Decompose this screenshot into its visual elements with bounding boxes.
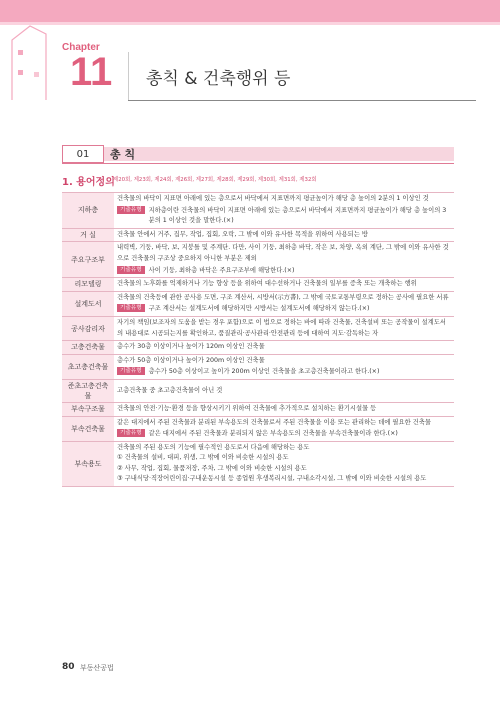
definition-text: 건축물의 주된 용도의 기능에 필수적인 용도로서 다음에 해당하는 용도 [117, 443, 310, 451]
definition-text: 층수가 30층 이상이거나 높이가 120m 이상인 건축물 [117, 343, 265, 351]
definition-text: 건축물의 바닥이 지표면 아래에 있는 층으로서 바닥에서 지표면까지 평균높이가 해당 층 높이의 2분의 1 이상인 것 [117, 195, 429, 202]
definition-cell [114, 291, 454, 316]
definitions-table [62, 192, 454, 487]
definition-row [62, 379, 454, 402]
chapter-label: Chapter [62, 42, 100, 53]
definition-text: 고층건축물 중 초고층건축물이 아닌 것 [117, 386, 223, 394]
term-cell: 리모델링 [62, 278, 114, 292]
term-cell: 공사감리자 [62, 316, 114, 340]
definition-text: 내력벽, 기둥, 바닥, 보, 지붕틀 및 주계단. 다만, 사이 기둥, 최하층 바닥, 작은 보, 차양, 옥외 계단, 그 밖에 이와 유사한 것으로 건축물의 구조상 중요하지 아니한 부분은 제외 [117, 244, 449, 262]
definition-cell [114, 416, 454, 441]
subsection-heading: 1. 용어정의 [62, 177, 115, 188]
term-cell: 거 실 [62, 228, 114, 242]
definition-cell [114, 341, 454, 355]
definition-cell [114, 354, 454, 379]
definition-cell [114, 242, 454, 278]
exam-type-badge: 기출유형 [117, 266, 145, 274]
definition-row [62, 228, 454, 242]
definition-row [62, 291, 454, 316]
definition-row [62, 402, 454, 416]
top-color-band-light [0, 22, 500, 25]
exam-type-text: 구조 계산서는 설계도서에 해당하지만 시방서는 설계도서에 해당하지 않는다.(×) [148, 305, 370, 313]
chapter-underline [128, 100, 476, 101]
definition-cell [114, 228, 454, 242]
definition-row [62, 316, 454, 340]
definition-list-item: ② 사무, 작업, 집회, 물품저장, 주차, 그 밖에 이와 비슷한 시설의 용도 [117, 464, 307, 472]
definition-text: 층수가 50층 이상이거나 높이가 200m 이상인 건축물 [117, 356, 265, 364]
exam-type-note [117, 367, 451, 378]
definition-row [62, 278, 454, 292]
section-underline [62, 163, 454, 164]
definition-row [62, 354, 454, 379]
definition-cell [114, 441, 454, 486]
definition-row [62, 242, 454, 278]
exam-type-text: 지하층이란 건축물의 바닥이 지표면 아래에 있는 층으로서 바닥에서 지표면까지 평균높이가 해당 층 높이의 3분의 1 이상인 것을 말한다.(×) [148, 206, 447, 225]
exam-type-note [117, 206, 451, 227]
definition-text: 같은 대지에서 주된 건축물과 분리된 부속용도의 건축물로서 주된 건축물을 이용 또는 관리하는 데에 필요한 건축물 [117, 418, 431, 426]
term-cell: 주요구조부 [62, 242, 114, 278]
definition-cell [114, 193, 454, 229]
definition-text: 자기의 책임(보조자의 도움을 받는 경우 포함)으로 이 법으로 정하는 바에 따라 건축물, 건축설비 또는 공작물이 설계도서의 내용대로 시공되는지를 확인하고, 품질관리·공사관리·안전관리 등에 대하여 지도·감독하는 자 [117, 318, 446, 337]
definition-text: 건축물 안에서 거주, 집무, 작업, 집회, 오락, 그 밖에 이와 유사한 목적을 위하여 사용되는 방 [117, 230, 368, 238]
definition-row [62, 341, 454, 355]
exam-type-note [117, 429, 451, 440]
term-cell: 부속건축물 [62, 416, 114, 441]
term-cell: 설계도서 [62, 291, 114, 316]
definition-row [62, 193, 454, 229]
section-title: 총 칙 [110, 148, 136, 161]
exam-rounds: 제20회, 제23회, 제24회, 제26회, 제27회, 제28회, 제29회, 제30회, 제31회, 제32회 [113, 177, 317, 183]
exam-type-text: 층수가 50층 이상이고 높이가 200m 이상인 건축물을 초고층건축물이라고 한다.(×) [148, 368, 380, 376]
section-number: 01 [62, 145, 104, 163]
term-cell: 준초고층건축물 [62, 379, 114, 402]
term-cell: 고층건축물 [62, 341, 114, 355]
exam-type-text: 같은 대지에서 주된 건축물과 분리되지 않은 부속용도의 건축물을 부속건축물이라 한다.(×) [148, 430, 398, 438]
house-outline-graphic [8, 12, 48, 102]
definition-cell [114, 316, 454, 340]
term-cell: 초고층건축물 [62, 354, 114, 379]
definition-row [62, 416, 454, 441]
top-color-band [0, 0, 500, 22]
exam-type-badge: 기출유형 [117, 429, 145, 437]
term-cell: 부속용도 [62, 441, 114, 486]
exam-type-badge: 기출유형 [117, 367, 145, 375]
exam-type-text: 사이 기둥, 최하층 바닥은 주요구조부에 해당한다.(×) [148, 266, 295, 274]
exam-type-note [117, 266, 451, 277]
exam-type-badge: 기출유형 [117, 304, 145, 312]
definition-cell [114, 379, 454, 402]
term-cell: 지하층 [62, 193, 114, 229]
chapter-divider [128, 52, 129, 100]
term-cell: 부속구조물 [62, 402, 114, 416]
definition-cell [114, 402, 454, 416]
definition-text: 건축물의 노후화를 억제하거나 기능 향상 등을 위하여 대수선하거나 건축물의 일부를 증축 또는 개축하는 행위 [117, 280, 417, 288]
definition-list-item: ① 건축물의 설비, 대피, 위생, 그 밖에 이와 비슷한 시설의 용도 [117, 454, 289, 462]
definition-cell [114, 278, 454, 292]
exam-type-badge: 기출유형 [117, 206, 145, 214]
definition-text: 건축물의 건축등에 관한 공사용 도면, 구조 계산서, 시방서(示方書), 그 밖에 국토교통부령으로 정하는 공사에 필요한 서류 [117, 293, 449, 301]
exam-type-note [117, 304, 451, 315]
chapter-title: 총칙 & 건축행위 등 [146, 69, 291, 89]
chapter-number: 11 [70, 50, 113, 94]
definition-text: 건축물의 안전·기능·환경 등을 향상시키기 위하여 건축물에 추가적으로 설치하는 환기시설물 등 [117, 404, 377, 412]
page-number: 80 [62, 662, 75, 672]
definition-list-item: ③ 구내식당·직장어린이집·구내운동시설 등 종업원 후생복리시설, 구내소각시설, 그 밖에 이와 비슷한 시설의 용도 [117, 475, 427, 483]
definition-row [62, 441, 454, 486]
book-title: 부동산공법 [80, 664, 114, 672]
